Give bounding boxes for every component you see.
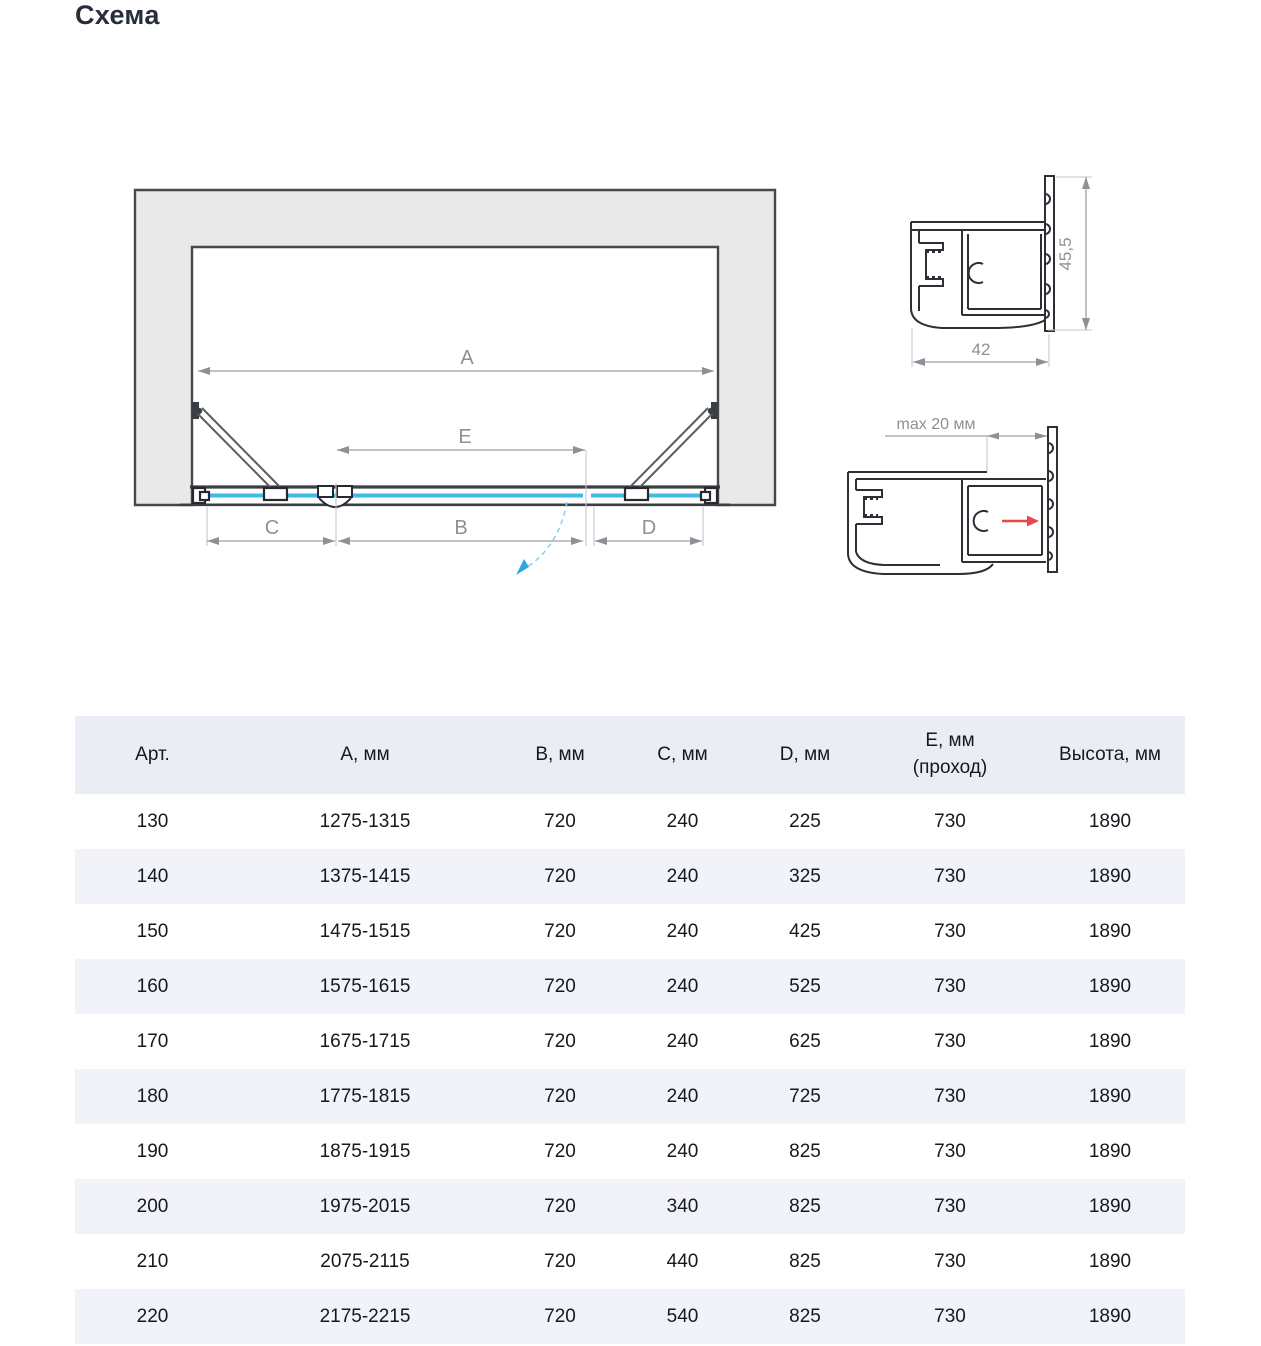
table-cell: 720: [544, 810, 576, 832]
table-cell: 1890: [1088, 1030, 1132, 1052]
table-cell: 225: [789, 810, 821, 832]
table-cell: 1890: [1088, 1085, 1132, 1107]
scheme-diagram: [120, 160, 1120, 630]
profile-section-bottom: [848, 416, 1057, 574]
table-cell: 240: [666, 1030, 699, 1052]
table-row: [75, 1179, 1185, 1234]
table-row: [75, 904, 1185, 959]
table-cell: 825: [789, 1305, 821, 1327]
glass-clamp-icon: [974, 511, 988, 531]
door-swing-arc: [516, 502, 567, 575]
table-cell: 720: [544, 1085, 576, 1107]
table-cell: 1775-1815: [319, 1085, 411, 1107]
table-cell: 730: [934, 1140, 966, 1162]
table-cell: 540: [666, 1305, 699, 1327]
table-cell: 220: [136, 1305, 169, 1327]
header-height: Высота, мм: [1035, 716, 1185, 794]
table-cell: 240: [666, 865, 699, 887]
table-cell: 1890: [1088, 1140, 1132, 1162]
table-cell: 730: [934, 1305, 966, 1327]
dimension-c: [207, 507, 335, 546]
dimension-max-20: [885, 416, 1047, 471]
table-cell: 1890: [1088, 1250, 1132, 1272]
table-cell: 180: [136, 1085, 169, 1107]
table-cell: 425: [789, 920, 821, 942]
size-table: [75, 716, 1185, 1344]
table-cell: 2175-2215: [319, 1305, 411, 1327]
table-row: [75, 1234, 1185, 1289]
table-cell: 720: [544, 1195, 576, 1217]
size-table-header: [75, 716, 1185, 794]
support-brace-right: [625, 402, 718, 500]
header-row: [75, 716, 1185, 794]
header-b: В, мм: [500, 716, 620, 794]
table-row: [75, 1124, 1185, 1179]
wall-profile-left: [193, 488, 209, 503]
table-cell: 1875-1915: [319, 1140, 411, 1162]
table-cell: 525: [789, 975, 821, 997]
table-cell: 1275-1315: [319, 810, 411, 832]
dimension-width-42: [912, 328, 1049, 367]
red-arrowhead-icon: [1027, 516, 1039, 527]
table-cell: 440: [666, 1250, 699, 1272]
table-cell: 1975-2015: [319, 1195, 411, 1217]
dimension-a: [198, 347, 714, 375]
dim-label-a: A: [460, 347, 474, 369]
table-cell: 730: [934, 1030, 966, 1052]
table-cell: 240: [666, 920, 699, 942]
table-cell: 2075-2115: [320, 1250, 410, 1272]
dim-label-max20: max 20 мм: [896, 416, 976, 433]
table-cell: 720: [544, 1305, 576, 1327]
table-cell: 730: [934, 920, 966, 942]
table-cell: 1890: [1088, 1305, 1132, 1327]
table-cell: 1890: [1088, 810, 1132, 832]
header-e: [865, 716, 1035, 794]
glass-clamp-icon: [969, 263, 983, 283]
table-cell: 160: [136, 975, 169, 997]
profile-section-top: [911, 176, 1092, 367]
table-cell: 1890: [1088, 975, 1132, 997]
table-row: [75, 794, 1185, 849]
door-swing-arrowhead: [516, 559, 529, 575]
table-cell: 170: [136, 1030, 169, 1052]
table-cell: 130: [136, 810, 169, 832]
dim-label-45-5: 45,5: [1056, 237, 1075, 271]
table-cell: 150: [136, 920, 169, 942]
table-cell: 240: [666, 810, 699, 832]
table-cell: 240: [666, 1085, 699, 1107]
page-title: Схема: [75, 0, 160, 30]
table-row: [75, 1289, 1185, 1344]
table-cell: 825: [789, 1250, 821, 1272]
table-cell: 240: [666, 1140, 699, 1162]
table-cell: 730: [934, 865, 966, 887]
table-cell: 340: [666, 1195, 699, 1217]
table-cell: 730: [934, 1195, 966, 1217]
header-a: А, мм: [230, 716, 500, 794]
table-cell: 140: [136, 865, 169, 887]
table-row: [75, 849, 1185, 904]
table-cell: 720: [544, 975, 576, 997]
support-brace-left: [192, 402, 287, 500]
table-cell: 730: [934, 975, 966, 997]
table-cell: 720: [544, 865, 576, 887]
table-cell: 210: [136, 1250, 169, 1272]
table-cell: 720: [544, 920, 576, 942]
table-row: [75, 959, 1185, 1014]
dimension-d: [594, 507, 703, 546]
niche-top-view: [135, 190, 775, 575]
table-body: [75, 794, 1185, 1344]
dim-label-e: E: [458, 426, 472, 448]
table-cell: 200: [136, 1195, 169, 1217]
table-cell: 1890: [1088, 920, 1132, 942]
table-row: [75, 1014, 1185, 1069]
table-cell: 720: [544, 1030, 576, 1052]
dim-label-42: 42: [971, 340, 991, 359]
table-cell: 730: [934, 1250, 966, 1272]
table-cell: 1475-1515: [319, 920, 411, 942]
dim-label-b: B: [454, 517, 468, 539]
table-cell: 1375-1415: [319, 865, 411, 887]
header-d: D, мм: [745, 716, 865, 794]
table-cell: 1890: [1088, 865, 1132, 887]
table-cell: 720: [544, 1140, 576, 1162]
wall-profile-right: [701, 488, 717, 503]
table-cell: 825: [789, 1140, 821, 1162]
table-cell: 1575-1615: [319, 975, 411, 997]
table-cell: 240: [666, 975, 699, 997]
table-cell: 725: [789, 1085, 821, 1107]
wall-plan: [135, 190, 775, 505]
table-cell: 190: [136, 1140, 169, 1162]
header-e-line2: (проход): [912, 757, 988, 778]
header-art: Арт.: [75, 716, 230, 794]
table-cell: 625: [789, 1030, 821, 1052]
table-cell: 1675-1715: [319, 1030, 411, 1052]
adjustment-arrow: [1002, 516, 1039, 527]
table-row: [75, 1069, 1185, 1124]
table-cell: 720: [544, 1250, 576, 1272]
header-e-line1: Е, мм: [925, 730, 975, 752]
table-cell: 730: [934, 1085, 966, 1107]
table-cell: 1890: [1088, 1195, 1132, 1217]
header-c: С, мм: [620, 716, 745, 794]
dim-label-d: D: [641, 517, 657, 539]
table-cell: 730: [934, 810, 966, 832]
dim-label-c: C: [264, 517, 280, 539]
table-cell: 825: [789, 1195, 821, 1217]
table-cell: 325: [789, 865, 821, 887]
dimension-b: [338, 517, 583, 545]
